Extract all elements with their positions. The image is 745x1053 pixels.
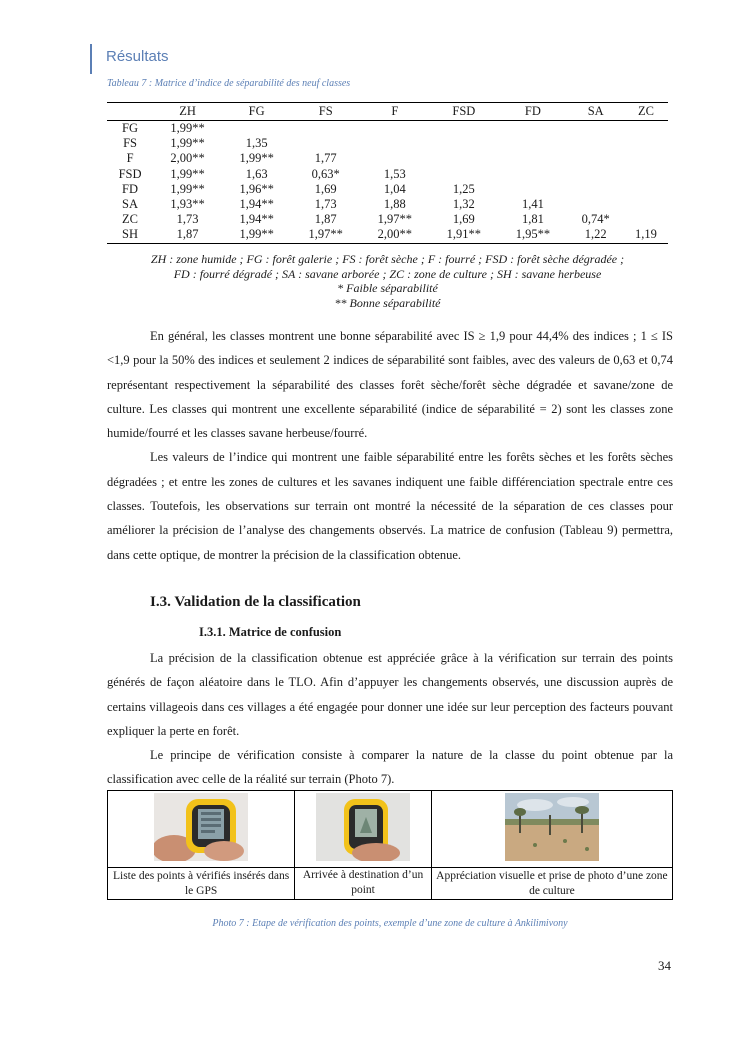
table-cell: 1,81 [521,212,544,227]
table-cell: 1,87 [314,212,337,227]
gps-arrival-photo [316,793,410,861]
table-cell: 1,99** [222,227,291,243]
figure-caption: Photo 7 : Etape de vérification des points, exemple d’une zone de culture à Ankilimivony [212,918,568,929]
table-cell: 1,73 [314,197,337,212]
table-header-row [107,103,668,121]
validation-text [107,646,673,792]
table-cell: 1,93** [170,197,205,212]
row-label: FG [122,121,139,136]
table-cell [360,136,429,151]
table-cell: 1,96** [239,181,274,196]
table-cell: 1,87 [153,227,222,243]
paragraph: Le principe de vérification consiste à comparer la nature de la classe du point obtenue par la classification avec celle de la réalité sur terrain (Photo 7). [107,748,673,787]
table-row [107,227,668,243]
table-cell: 1,32 [452,197,475,212]
table-cell: 1,19 [624,227,668,243]
table-row [107,182,668,197]
row-label: FSD [118,166,142,181]
table-cell: 1,35 [245,136,268,151]
table-row [107,151,668,166]
table-cell: 0,63* [311,166,340,181]
table-cell [291,136,360,151]
paragraph: En général, les classes montrent une bonne séparabilité avec IS ≥ 1,9 pour 44,4% des indices ; 1 ≤ IS <1,9 pour la 50% des indices et seulement 2 indices de séparabilité sont faibles, avec des valeurs de 0,63 et 0,74 représentant respectivement la séparabilité des classes forêt sèche/forêt sèche dégradée et savane/zone de culture. Les classes qui montrent une excellente séparabilité (indice de séparabilité = 2) sont les classes zone humide/fourré et les classes savane herbeuse/fourré. [107,329,673,441]
paragraph: La précision de la classification obtenue est appréciée grâce à la vérification sur terrain des points générés de façon aléatoire dans le TLO. Afin d’appuyer les changements observés, une discussion auprès de certains villageois dans ces villages a été engagée pour donner une idée sur leur perception des facteurs pouvant expliquer la perte en forêt. [107,651,673,738]
row-label: ZC [122,212,139,227]
table-cell: 1,69 [314,181,337,196]
photo-grid [107,790,673,900]
photo-cell [431,791,672,868]
column-header: FD [498,103,567,121]
row-label: SH [107,227,153,243]
table-cell [624,182,668,197]
table-cell: 1,97** [377,212,412,227]
table-cell [429,121,498,137]
table-cell [624,121,668,137]
table-cell: 2,00** [360,227,429,243]
table-cell [567,121,624,137]
table-cell [498,151,567,166]
gps-list-photo [154,793,248,861]
column-header [107,103,153,121]
table-cell: 1,95** [498,227,567,243]
column-header: F [360,103,429,121]
column-header: FS [291,103,360,121]
column-header: ZC [624,103,668,121]
table-cell [624,136,668,151]
table-cell [291,121,360,137]
table-row [107,121,668,137]
row-label: SA [122,197,139,212]
table-cell: 1,69 [452,212,475,227]
table-cell [429,136,498,151]
table-cell: 1,41 [521,197,544,212]
table-cell: 1,53 [383,166,406,181]
table-row [107,212,668,227]
table-row [107,197,668,212]
table-cell [567,136,624,151]
table-cell [624,212,668,227]
column-header: ZH [153,103,222,121]
table-cell: 1,04 [383,181,406,196]
table-cell [624,167,668,182]
table-cell: 1,25 [452,181,475,196]
table-row [107,136,668,151]
table-caption: Tableau 7 : Matrice d’indice de séparabilité des neuf classes [107,78,351,89]
table-cell [222,121,291,137]
table-cell [429,151,498,166]
row-label: FD [122,181,139,196]
table-cell: 1,99** [239,151,274,166]
photo-caption-cell: Liste des points à vérifiés insérés dans le GPS [108,868,295,900]
table-cell: 1,99** [170,166,205,181]
legend-line: FD : fourré dégradé ; SA : savane arborée ; ZC : zone de culture ; SH : savane herbeuse [173,266,602,281]
table-cell: 1,73 [176,212,199,227]
table-cell: 1,77 [314,151,337,166]
table-legend [107,252,668,310]
table-cell: 1,94** [239,212,274,227]
row-label: FS [123,136,137,151]
row-label: F [126,151,134,166]
cultivation-zone-photo [505,793,599,861]
photo-caption-cell: Arrivée à destination d’un point [295,868,432,900]
table-cell: 1,22 [567,227,624,243]
table-cell [498,121,567,137]
table-cell [567,151,624,166]
table-cell: 1,88 [383,197,406,212]
table-cell [498,136,567,151]
table-cell: 1,94** [239,197,274,212]
table-cell [360,121,429,137]
legend-line: * Faible séparabilité [337,281,438,295]
legend-line: ** Bonne séparabilité [334,295,441,310]
header-accent-bar [90,44,92,74]
column-header: SA [567,103,624,121]
table-row [107,167,668,182]
table-cell: 1,63 [245,166,268,181]
table-cell [498,167,567,182]
table-cell: 1,99** [170,121,205,136]
table-cell [567,197,624,212]
column-header: FG [222,103,291,121]
section-label: Résultats [106,48,169,65]
table-cell: 0,74* [581,212,610,227]
table-cell: 1,99** [170,181,205,196]
subsection-heading: I.3.1. Matrice de confusion [199,625,342,639]
table-cell [624,197,668,212]
table-cell [567,182,624,197]
table-cell [498,182,567,197]
column-header: FSD [429,103,498,121]
photo-cell [108,791,295,868]
table-cell [567,167,624,182]
separability-matrix [107,102,668,244]
paragraph: Les valeurs de l’indice qui montrent une faible séparabilité entre les forêts sèches et les forêts sèches dégradées ; et entre les zones de cultures et les savanes indiquent une faible différenciation spectrale entre ces classes. Toutefois, les observations sur terrain ont montré la nécessité de la séparation de ces classes pour améliorer la précision de l’analyse des changements observés. La matrice de confusion (Tableau 9) permettra, dans cette optique, de montrer la précision de la classification obtenue. [107,450,673,562]
page-number: 34 [658,958,671,973]
table-cell [429,167,498,182]
table-cell [360,151,429,166]
photo-cell [295,791,432,868]
table-cell: 1,91** [429,227,498,243]
table-cell [624,151,668,166]
table-cell: 1,97** [291,227,360,243]
section-heading: I.3. Validation de la classification [150,594,361,610]
table-cell: 2,00** [170,151,205,166]
legend-line: ZH : zone humide ; FG : forêt galerie ; FS : forêt sèche ; F : fourré ; FSD : forêt sèche dégradée ; [150,252,625,266]
results-discussion [107,324,673,567]
photo-caption-cell: Appréciation visuelle et prise de photo d’une zone de culture [431,868,672,900]
table-cell: 1,99** [170,136,205,151]
